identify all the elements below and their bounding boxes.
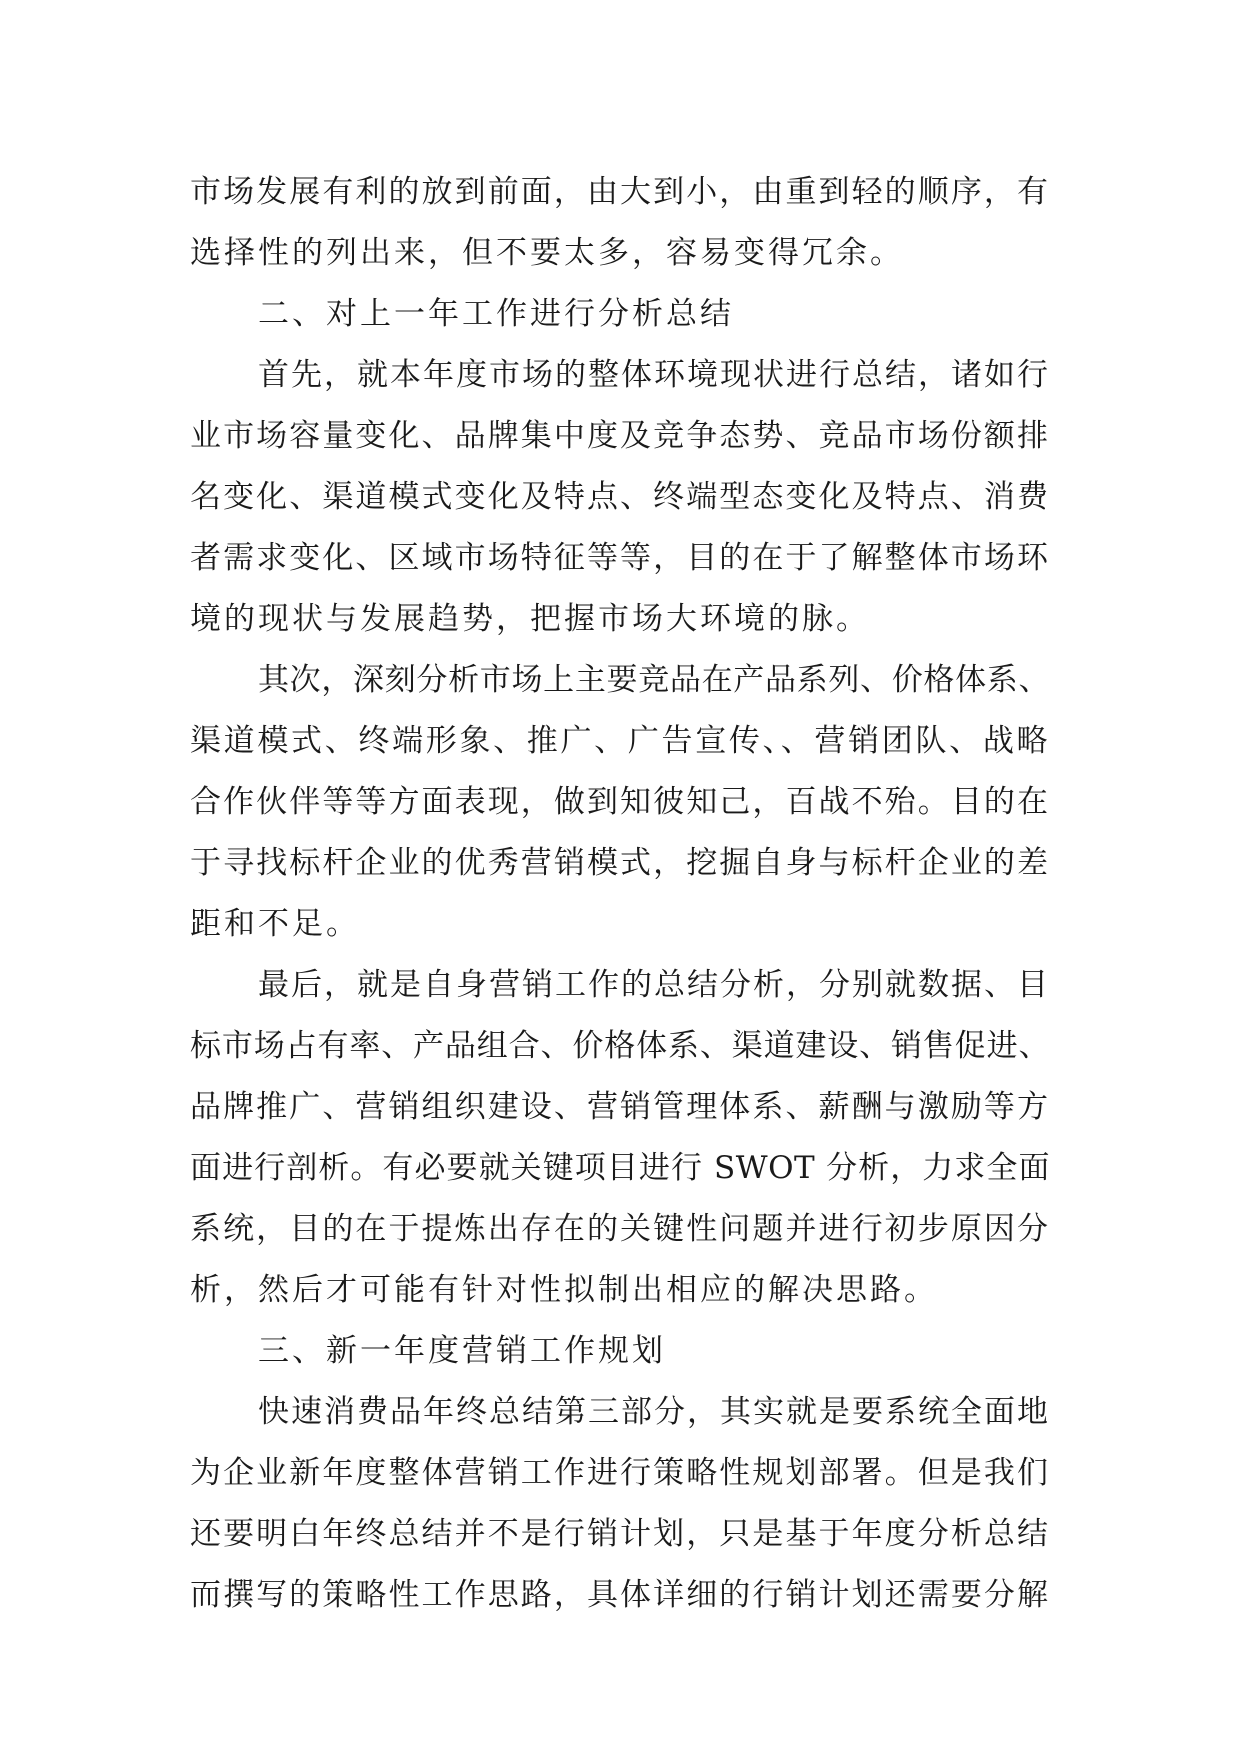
- document-body: [190, 162, 1050, 1626]
- text-line: 最后，就是自身营销工作的总结分析，分别就数据、目: [258, 967, 1050, 1003]
- text-line: 选择性的列出来，但不要太多，容易变得冗余。: [190, 235, 904, 271]
- section-heading-3: 三、新一年度营销工作规划: [258, 1333, 666, 1369]
- text-line: 快速消费品年终总结第三部分，其实就是要系统全面地: [258, 1394, 1050, 1430]
- text-line: 其次，深刻分析市场上主要竞品在产品系列、价格体系、: [258, 662, 1050, 698]
- text-line: 距和不足。: [190, 906, 360, 942]
- text-line: 于寻找标杆企业的优秀营销模式，挖掘自身与标杆企业的差: [190, 845, 1050, 881]
- text-line: 为企业新年度整体营销工作进行策略性规划部署。但是我们: [190, 1455, 1050, 1491]
- text-line: 还要明白年终总结并不是行销计划，只是基于年度分析总结: [190, 1516, 1050, 1552]
- text-line: 市场发展有利的放到前面，由大到小，由重到轻的顺序，有: [190, 174, 1050, 210]
- text-line: 渠道模式、终端形象、推广、广告宣传、、营销团队、战略: [190, 723, 1050, 759]
- text-line: 业市场容量变化、品牌集中度及竞争态势、竞品市场份额排: [190, 418, 1050, 454]
- text-line: 首先，就本年度市场的整体环境现状进行总结，诸如行: [258, 357, 1050, 393]
- section-heading-2: 二、对上一年工作进行分析总结: [258, 296, 734, 332]
- text-line: 境的现状与发展趋势，把握市场大环境的脉。: [190, 601, 870, 637]
- text-line: 合作伙伴等等方面表现，做到知彼知己，百战不殆。目的在: [190, 784, 1050, 820]
- text-line: 品牌推广、营销组织建设、营销管理体系、薪酬与激励等方: [190, 1089, 1050, 1125]
- text-line: 者需求变化、区域市场特征等等，目的在于了解整体市场环: [190, 540, 1050, 576]
- text-line: 而撰写的策略性工作思路，具体详细的行销计划还需要分解: [190, 1577, 1050, 1613]
- text-line: 系统，目的在于提炼出存在的关键性问题并进行初步原因分: [190, 1211, 1050, 1247]
- text-line: 面进行剖析。有必要就关键项目进行 SWOT 分析，力求全面: [190, 1150, 1050, 1186]
- text-line: 标市场占有率、产品组合、价格体系、渠道建设、销售促进、: [190, 1028, 1050, 1064]
- text-line: 析，然后才可能有针对性拟制出相应的解决思路。: [190, 1272, 938, 1308]
- text-line: 名变化、渠道模式变化及特点、终端型态变化及特点、消费: [190, 479, 1050, 515]
